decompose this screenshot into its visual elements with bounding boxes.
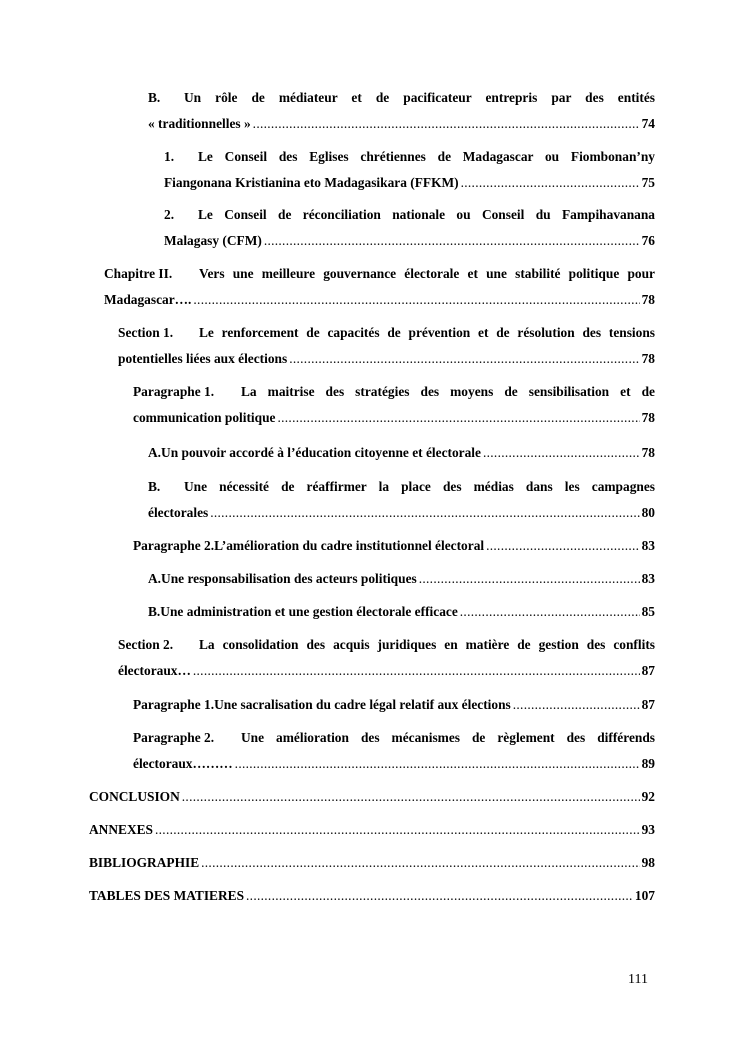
toc-entry bbox=[148, 566, 655, 592]
dot-leader bbox=[253, 111, 640, 137]
toc-entry bbox=[164, 144, 655, 196]
toc-title-cont: potentielles liées aux élections bbox=[118, 351, 288, 366]
dot-leader bbox=[486, 533, 640, 559]
toc-entry bbox=[89, 850, 655, 876]
toc-page: 78 bbox=[641, 292, 655, 307]
toc-label: Paragraphe 2. bbox=[133, 538, 215, 553]
dot-leader bbox=[182, 784, 640, 810]
toc-entry bbox=[148, 599, 655, 625]
toc-title: Le Conseil des Eglises chrétiennes de Madagascar ou Fiombonan’ny bbox=[198, 149, 655, 164]
toc-label: 2. bbox=[164, 207, 175, 222]
toc-title: Une responsabilisation des acteurs politiques bbox=[161, 571, 417, 586]
dot-leader bbox=[235, 751, 640, 777]
toc-title: Une sacralisation du cadre légal relatif aux élections bbox=[214, 697, 511, 712]
toc-label: Paragraphe 1. bbox=[133, 384, 215, 399]
dot-leader bbox=[201, 850, 639, 876]
toc-title: Le Conseil de réconciliation nationale ou Conseil du Fampihavanana bbox=[198, 207, 655, 222]
dot-leader bbox=[264, 228, 640, 254]
toc-page: 85 bbox=[641, 604, 655, 619]
toc-page: 74 bbox=[641, 116, 655, 131]
toc-label: Section 1. bbox=[118, 325, 174, 340]
dot-leader bbox=[277, 405, 639, 431]
page-number: 111 bbox=[628, 972, 648, 987]
dot-leader bbox=[193, 287, 639, 313]
toc-label: Paragraphe 1. bbox=[133, 697, 215, 712]
toc-title: Une amélioration des mécanismes de règlement des différends bbox=[241, 730, 655, 745]
toc-title: Une administration et une gestion électorale efficace bbox=[160, 604, 458, 619]
toc-label: B. bbox=[148, 90, 161, 105]
toc-label: B. bbox=[148, 479, 161, 494]
toc-title: La maitrise des stratégies des moyens de sensibilisation et de bbox=[241, 384, 655, 399]
toc-label: Section 2. bbox=[118, 637, 174, 652]
toc-entry bbox=[133, 692, 655, 718]
dot-leader bbox=[289, 346, 639, 372]
toc-entry bbox=[133, 725, 655, 777]
toc-page: 92 bbox=[641, 789, 655, 804]
toc-entry bbox=[104, 261, 655, 313]
toc-entry bbox=[148, 85, 655, 137]
dot-leader bbox=[460, 599, 640, 625]
toc-page: 87 bbox=[641, 663, 655, 678]
toc-entry bbox=[89, 883, 655, 909]
toc-page: 89 bbox=[641, 756, 655, 771]
dot-leader bbox=[461, 170, 640, 196]
toc-title: Un rôle de médiateur et de pacificateur entrepris par des entités bbox=[184, 90, 655, 105]
toc-title: Le renforcement de capacités de prévention et de résolution des tensions bbox=[199, 325, 655, 340]
toc-label: A. bbox=[148, 445, 162, 460]
toc-title-cont: électoraux……… bbox=[133, 756, 233, 771]
toc-title: BIBLIOGRAPHIE bbox=[89, 855, 200, 870]
toc-title-cont: « traditionnelles » bbox=[148, 116, 251, 131]
toc-page: 78 bbox=[641, 410, 655, 425]
toc-label: B. bbox=[148, 604, 161, 619]
toc-page: 83 bbox=[641, 538, 655, 553]
toc-entry bbox=[148, 440, 655, 466]
toc-page: 83 bbox=[641, 571, 655, 586]
toc-entry bbox=[133, 379, 655, 431]
toc-title-cont: communication politique bbox=[133, 410, 276, 425]
dot-leader bbox=[155, 817, 640, 843]
dot-leader bbox=[246, 883, 633, 909]
toc-page: 78 bbox=[641, 351, 655, 366]
toc-title-cont: Malagasy (CFM) bbox=[164, 233, 262, 248]
toc-title: TABLES DES MATIERES bbox=[89, 888, 245, 903]
toc-page: 75 bbox=[641, 175, 655, 190]
toc-page: 87 bbox=[641, 697, 655, 712]
dot-leader bbox=[210, 500, 639, 526]
toc-label: A. bbox=[148, 571, 162, 586]
toc-page: 107 bbox=[634, 888, 655, 903]
toc-page: 93 bbox=[641, 822, 655, 837]
toc-entry bbox=[89, 817, 655, 843]
toc-title-cont: électoraux… bbox=[118, 663, 191, 678]
toc-entry bbox=[118, 632, 655, 684]
toc-title: Une nécessité de réaffirmer la place des médias dans les campagnes bbox=[184, 479, 655, 494]
toc-label: Paragraphe 2. bbox=[133, 730, 215, 745]
toc-title-cont: Fiangonana Kristianina eto Madagasikara (FFKM) bbox=[164, 175, 459, 190]
dot-leader bbox=[193, 658, 640, 684]
toc-title-cont: Madagascar…. bbox=[104, 292, 192, 307]
toc-entry bbox=[118, 320, 655, 372]
toc-title: L’amélioration du cadre institutionnel électoral bbox=[214, 538, 485, 553]
toc-title: ANNEXES bbox=[89, 822, 153, 837]
toc-title: CONCLUSION bbox=[89, 789, 180, 804]
toc-entry bbox=[89, 784, 655, 810]
toc-entry bbox=[164, 202, 655, 254]
toc-entry bbox=[133, 533, 655, 559]
toc-label: Chapitre II. bbox=[104, 266, 173, 281]
dot-leader bbox=[483, 440, 640, 466]
toc-page: 76 bbox=[641, 233, 655, 248]
toc-title: La consolidation des acquis juridiques en matière de gestion des conflits bbox=[199, 637, 655, 652]
toc-entry bbox=[148, 474, 655, 526]
toc-page: 98 bbox=[641, 855, 655, 870]
toc-page: 80 bbox=[641, 505, 655, 520]
toc-title-cont: électorales bbox=[148, 505, 209, 520]
dot-leader bbox=[419, 566, 640, 592]
dot-leader bbox=[513, 692, 640, 718]
toc-label: 1. bbox=[164, 149, 175, 164]
toc-page: 78 bbox=[641, 445, 655, 460]
toc-title: Un pouvoir accordé à l’éducation citoyenne et électorale bbox=[161, 445, 481, 460]
toc-title: Vers une meilleure gouvernance électorale et une stabilité politique pour bbox=[199, 266, 655, 281]
